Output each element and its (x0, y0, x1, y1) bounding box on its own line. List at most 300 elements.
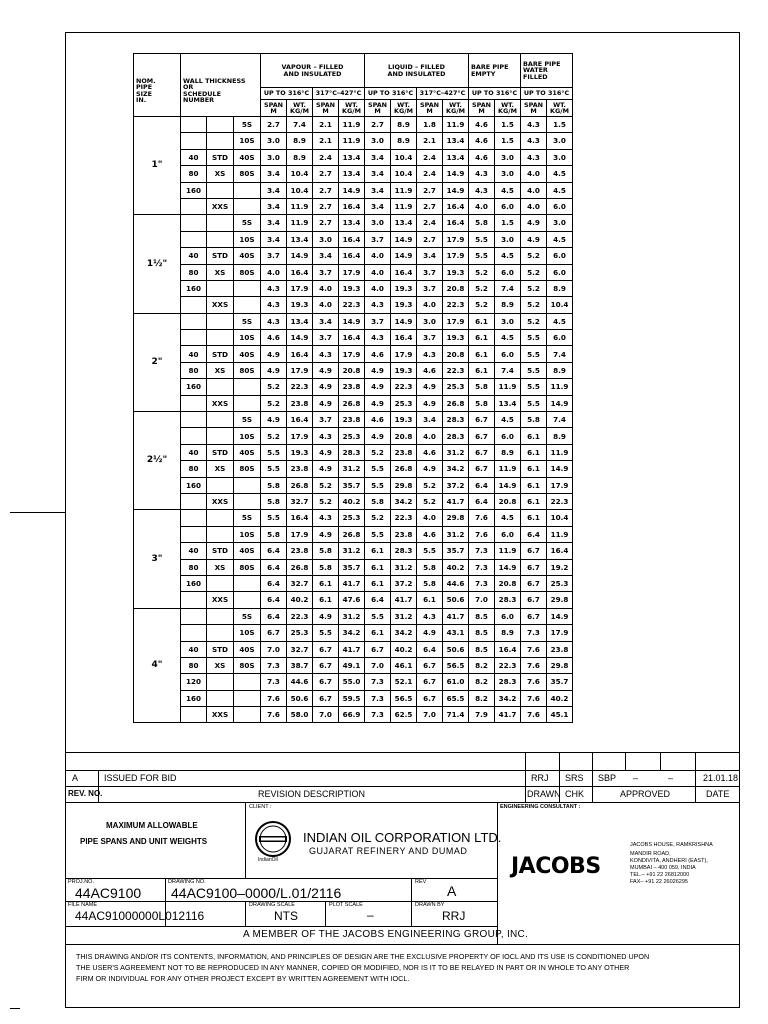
value-cell: 17.9 (547, 625, 573, 641)
value-cell: 19.3 (287, 444, 313, 460)
value-cell: 4.0 (521, 166, 547, 182)
value-cell: 5.2 (521, 297, 547, 313)
value-cell: 14.9 (287, 330, 313, 346)
pipe-size-cell: 4" (134, 608, 181, 723)
value-cell: 28.3 (391, 543, 417, 559)
schedule-cell: STD (207, 346, 234, 362)
value-cell: 5.8 (313, 559, 339, 575)
pipe-size-cell: 2½" (134, 412, 181, 510)
drawing-title-line-1: MAXIMUM ALLOWABLE (106, 821, 198, 830)
value-cell: 4.3 (261, 313, 287, 329)
schedule-cell: 80S (234, 461, 261, 477)
value-cell: 13.4 (339, 166, 365, 182)
value-cell: 6.0 (547, 330, 573, 346)
value-cell: 2.4 (417, 149, 443, 165)
temp-header: 317°C–427°C (313, 88, 365, 100)
value-cell: 6.1 (521, 510, 547, 526)
value-cell: 4.9 (365, 362, 391, 378)
value-cell: 7.6 (469, 526, 495, 542)
value-cell: 19.3 (443, 264, 469, 280)
schedule-cell (181, 526, 207, 542)
value-cell: 6.1 (521, 493, 547, 509)
value-cell: 20.8 (339, 362, 365, 378)
value-cell: 5.2 (521, 313, 547, 329)
value-cell: 7.6 (261, 707, 287, 723)
value-cell: 6.4 (261, 543, 287, 559)
value-cell: 4.0 (521, 198, 547, 214)
table-row (134, 231, 573, 247)
value-cell: 26.8 (391, 461, 417, 477)
value-cell: 25.3 (391, 395, 417, 411)
value-cell: 4.3 (417, 346, 443, 362)
value-cell: 29.8 (391, 477, 417, 493)
schedule-cell (207, 477, 234, 493)
value-cell: 4.5 (547, 231, 573, 247)
pipe-size-cell: 1½" (134, 215, 181, 313)
schedule-cell (181, 608, 207, 624)
value-cell: 7.6 (521, 707, 547, 723)
schedule-cell (207, 575, 234, 591)
value-cell: 11.9 (391, 182, 417, 198)
table-row (134, 477, 573, 493)
value-cell: 37.2 (443, 477, 469, 493)
wall-thickness-header: WALL THICKNESS OR SCHEDULE NUMBER (181, 54, 261, 117)
schedule-cell (207, 608, 234, 624)
table-row (134, 592, 573, 608)
schedule-cell (234, 592, 261, 608)
value-cell: 10.4 (287, 166, 313, 182)
value-cell: 5.2 (521, 264, 547, 280)
value-cell: 7.4 (495, 362, 521, 378)
value-cell: 8.9 (495, 444, 521, 460)
schedule-cell (234, 297, 261, 313)
value-cell: 14.9 (495, 477, 521, 493)
client-label: CLIENT : (249, 804, 272, 810)
value-cell: 8.9 (547, 362, 573, 378)
schedule-cell: 40 (181, 248, 207, 264)
value-cell: 20.8 (443, 280, 469, 296)
schedule-cell: 40S (234, 346, 261, 362)
value-cell: 4.5 (495, 510, 521, 526)
value-cell: 3.0 (495, 313, 521, 329)
value-cell: 59.5 (339, 690, 365, 706)
value-cell: 3.0 (495, 166, 521, 182)
value-cell: 34.2 (495, 690, 521, 706)
value-cell: 16.4 (339, 330, 365, 346)
value-cell: 22.3 (547, 493, 573, 509)
value-cell: 8.9 (547, 428, 573, 444)
value-cell: 65.5 (443, 690, 469, 706)
value-cell: 7.4 (287, 117, 313, 133)
value-cell: 3.0 (261, 149, 287, 165)
value-cell: 58.0 (287, 707, 313, 723)
table-row (134, 248, 573, 264)
pipe-span-table (133, 53, 573, 723)
value-cell: 4.6 (417, 362, 443, 378)
bare-water-header: BARE PIPE WATER FILLED (521, 54, 573, 88)
wt-unit-header: WT. KG/M (547, 100, 573, 117)
value-cell: 2.1 (313, 117, 339, 133)
value-cell: 6.1 (365, 575, 391, 591)
table-row (134, 526, 573, 542)
value-cell: 22.3 (443, 362, 469, 378)
value-cell: 19.3 (391, 412, 417, 428)
value-cell: 11.9 (547, 379, 573, 395)
value-cell: 6.4 (365, 592, 391, 608)
value-cell: 40.2 (287, 592, 313, 608)
value-cell: 8.5 (469, 625, 495, 641)
chk-header: CHK (565, 789, 585, 799)
value-cell: 17.9 (287, 362, 313, 378)
schedule-cell: STD (207, 641, 234, 657)
value-cell: 62.5 (391, 707, 417, 723)
value-cell: 4.9 (261, 346, 287, 362)
schedule-cell (234, 477, 261, 493)
value-cell: 6.7 (469, 461, 495, 477)
value-cell: 4.3 (417, 608, 443, 624)
value-cell: 4.9 (313, 379, 339, 395)
value-cell: 19.3 (391, 362, 417, 378)
revision-approved-1: SBP (598, 773, 617, 783)
schedule-cell: 10S (234, 133, 261, 149)
schedule-cell: 160 (181, 477, 207, 493)
value-cell: 6.4 (469, 477, 495, 493)
table-row (134, 690, 573, 706)
proj-no: 44AC9100 (75, 885, 142, 901)
value-cell: 6.0 (547, 248, 573, 264)
table-row (134, 543, 573, 559)
schedule-cell: 80 (181, 559, 207, 575)
value-cell: 14.9 (547, 608, 573, 624)
value-cell: 40.2 (547, 690, 573, 706)
value-cell: 14.9 (339, 182, 365, 198)
value-cell: 6.1 (469, 346, 495, 362)
schedule-cell (207, 182, 234, 198)
value-cell: 40.2 (443, 559, 469, 575)
value-cell: 10.4 (547, 297, 573, 313)
value-cell: 16.4 (547, 543, 573, 559)
value-cell: 7.0 (469, 592, 495, 608)
value-cell: 25.3 (443, 379, 469, 395)
value-cell: 3.4 (313, 248, 339, 264)
value-cell: 28.3 (495, 592, 521, 608)
value-cell: 2.1 (417, 133, 443, 149)
value-cell: 4.5 (547, 313, 573, 329)
pipe-size-cell: 2" (134, 313, 181, 411)
value-cell: 6.0 (495, 198, 521, 214)
value-cell: 6.7 (417, 657, 443, 673)
value-cell: 7.3 (365, 707, 391, 723)
value-cell: 26.8 (443, 395, 469, 411)
table-row (134, 198, 573, 214)
value-cell: 7.3 (521, 625, 547, 641)
revision-checked: SRS (565, 773, 584, 783)
approved-header: APPROVED (620, 789, 671, 799)
value-cell: 6.0 (547, 264, 573, 280)
table-row (134, 493, 573, 509)
border-tick-mark (10, 1008, 20, 1009)
value-cell: 5.8 (365, 493, 391, 509)
value-cell: 3.0 (417, 313, 443, 329)
value-cell: 4.6 (469, 133, 495, 149)
value-cell: 10.4 (287, 182, 313, 198)
table-row (134, 657, 573, 673)
value-cell: 5.2 (261, 428, 287, 444)
value-cell: 6.0 (495, 608, 521, 624)
span-unit-header: SPAN M (313, 100, 339, 117)
value-cell: 4.6 (469, 149, 495, 165)
schedule-cell (207, 117, 234, 133)
value-cell: 6.0 (547, 198, 573, 214)
value-cell: 6.1 (365, 625, 391, 641)
schedule-cell: XXS (207, 395, 234, 411)
value-cell: 3.4 (313, 313, 339, 329)
value-cell: 7.6 (521, 674, 547, 690)
value-cell: 16.4 (339, 248, 365, 264)
schedule-cell (207, 379, 234, 395)
pipe-size-cell: 3" (134, 510, 181, 608)
jacobs-logo: JACOBS (511, 854, 601, 879)
value-cell: 41.7 (391, 592, 417, 608)
value-cell: 2.7 (365, 117, 391, 133)
value-cell: 11.9 (495, 461, 521, 477)
value-cell: 19.2 (547, 559, 573, 575)
value-cell: 6.7 (469, 428, 495, 444)
value-cell: 29.8 (443, 510, 469, 526)
revision-description-header: REVISION DESCRIPTION (258, 789, 366, 799)
value-cell: 28.3 (339, 444, 365, 460)
value-cell: 5.8 (417, 559, 443, 575)
schedule-cell (181, 133, 207, 149)
value-cell: 3.0 (547, 149, 573, 165)
value-cell: 22.3 (443, 297, 469, 313)
value-cell: 1.5 (495, 215, 521, 231)
client-subtitle: GUJARAT REFINERY AND DUMAD (309, 846, 468, 856)
schedule-cell: 40 (181, 444, 207, 460)
value-cell: 16.4 (495, 641, 521, 657)
revision-description: ISSUED FOR BID (104, 773, 177, 783)
drawing-scale-label: DRAWING SCALE (249, 902, 295, 908)
value-cell: 6.7 (469, 412, 495, 428)
value-cell: 28.3 (443, 428, 469, 444)
value-cell: 4.6 (469, 117, 495, 133)
table-row (134, 428, 573, 444)
schedule-cell (234, 395, 261, 411)
schedule-cell: 160 (181, 182, 207, 198)
value-cell: 38.7 (287, 657, 313, 673)
schedule-cell: 10S (234, 330, 261, 346)
value-cell: 5.8 (261, 526, 287, 542)
value-cell: 11.9 (339, 117, 365, 133)
value-cell: 5.5 (469, 231, 495, 247)
value-cell: 5.2 (521, 280, 547, 296)
span-unit-header: SPAN M (417, 100, 443, 117)
span-unit-header: SPAN M (469, 100, 495, 117)
value-cell: 11.9 (287, 215, 313, 231)
value-cell: 5.8 (261, 493, 287, 509)
value-cell: 3.0 (495, 149, 521, 165)
value-cell: 16.4 (391, 330, 417, 346)
value-cell: 5.5 (261, 510, 287, 526)
value-cell: 13.4 (339, 215, 365, 231)
value-cell: 4.6 (365, 412, 391, 428)
value-cell: 5.2 (313, 477, 339, 493)
value-cell: 20.8 (495, 575, 521, 591)
value-cell: 4.0 (469, 198, 495, 214)
value-cell: 4.5 (495, 248, 521, 264)
value-cell: 17.9 (287, 526, 313, 542)
bare-empty-header: BARE PIPE EMPTY (469, 54, 521, 88)
value-cell: 6.7 (521, 543, 547, 559)
schedule-cell (234, 690, 261, 706)
proj-no-label: PROJ.NO. (68, 879, 94, 885)
value-cell: 4.6 (261, 330, 287, 346)
file-name: 44AC91000000L012116 (75, 909, 205, 923)
value-cell: 4.9 (417, 395, 443, 411)
table-row (134, 264, 573, 280)
table-row (134, 362, 573, 378)
value-cell: 25.3 (339, 428, 365, 444)
value-cell: 4.9 (417, 625, 443, 641)
schedule-cell (181, 117, 207, 133)
value-cell: 41.7 (443, 608, 469, 624)
value-cell: 5.5 (521, 395, 547, 411)
value-cell: 7.6 (521, 690, 547, 706)
value-cell: 1.8 (417, 117, 443, 133)
value-cell: 6.1 (469, 313, 495, 329)
value-cell: 4.3 (261, 297, 287, 313)
value-cell: 32.7 (287, 641, 313, 657)
value-cell: 7.6 (521, 657, 547, 673)
value-cell: 5.2 (261, 379, 287, 395)
value-cell: 31.2 (339, 608, 365, 624)
schedule-cell: 40S (234, 444, 261, 460)
value-cell: 5.8 (469, 215, 495, 231)
value-cell: 11.9 (495, 379, 521, 395)
value-cell: 3.0 (547, 215, 573, 231)
value-cell: 4.3 (469, 166, 495, 182)
value-cell: 2.7 (313, 166, 339, 182)
schedule-cell: 40S (234, 641, 261, 657)
revision-approved-3: – (668, 773, 674, 783)
value-cell: 14.9 (287, 248, 313, 264)
value-cell: 14.9 (391, 248, 417, 264)
schedule-cell (181, 510, 207, 526)
value-cell: 23.8 (339, 379, 365, 395)
value-cell: 2.7 (417, 198, 443, 214)
value-cell: 4.9 (313, 461, 339, 477)
schedule-cell (234, 379, 261, 395)
value-cell: 5.2 (469, 297, 495, 313)
value-cell: 4.3 (521, 133, 547, 149)
table-row (134, 330, 573, 346)
value-cell: 5.5 (521, 362, 547, 378)
wt-unit-header: WT. KG/M (495, 100, 521, 117)
value-cell: 3.7 (313, 330, 339, 346)
schedule-cell: 80 (181, 461, 207, 477)
value-cell: 13.4 (495, 395, 521, 411)
value-cell: 6.1 (469, 330, 495, 346)
schedule-cell (181, 707, 207, 723)
value-cell: 28.3 (495, 674, 521, 690)
value-cell: 6.0 (495, 526, 521, 542)
value-cell: 7.0 (365, 657, 391, 673)
value-cell: 6.7 (417, 690, 443, 706)
value-cell: 2.7 (261, 117, 287, 133)
value-cell: 6.1 (521, 428, 547, 444)
value-cell: 35.7 (547, 674, 573, 690)
value-cell: 4.9 (313, 608, 339, 624)
schedule-cell (207, 526, 234, 542)
value-cell: 7.9 (469, 707, 495, 723)
value-cell: 13.4 (443, 133, 469, 149)
value-cell: 4.0 (365, 248, 391, 264)
value-cell: 7.6 (469, 510, 495, 526)
table-row (134, 641, 573, 657)
value-cell: 1.5 (495, 117, 521, 133)
value-cell: 22.3 (495, 657, 521, 673)
value-cell: 3.4 (417, 248, 443, 264)
value-cell: 5.8 (521, 412, 547, 428)
schedule-cell (207, 313, 234, 329)
table-row (134, 313, 573, 329)
value-cell: 4.6 (417, 526, 443, 542)
rev-label: REV (415, 879, 427, 885)
value-cell: 31.2 (339, 461, 365, 477)
value-cell: 3.4 (261, 166, 287, 182)
value-cell: 35.7 (339, 477, 365, 493)
schedule-cell (181, 428, 207, 444)
schedule-cell: 10S (234, 625, 261, 641)
schedule-cell (207, 215, 234, 231)
value-cell: 5.8 (469, 379, 495, 395)
span-unit-header: SPAN M (261, 100, 287, 117)
value-cell: 16.4 (339, 231, 365, 247)
border-tick-mark (10, 512, 65, 513)
schedule-cell (234, 707, 261, 723)
table-row (134, 625, 573, 641)
value-cell: 3.7 (261, 248, 287, 264)
value-cell: 6.7 (469, 444, 495, 460)
value-cell: 4.9 (313, 362, 339, 378)
value-cell: 6.7 (313, 674, 339, 690)
schedule-cell: 80S (234, 657, 261, 673)
table-row (134, 559, 573, 575)
member-statement: A MEMBER OF THE JACOBS ENGINEERING GROUP, INC. (243, 929, 529, 940)
schedule-cell (181, 198, 207, 214)
value-cell: 17.9 (287, 428, 313, 444)
value-cell: 16.4 (339, 198, 365, 214)
schedule-cell (181, 215, 207, 231)
schedule-cell (234, 280, 261, 296)
wt-unit-header: WT. KG/M (287, 100, 313, 117)
value-cell: 11.9 (547, 444, 573, 460)
vapour-filled-header: VAPOUR – FILLED AND INSULATED (261, 54, 365, 88)
value-cell: 4.3 (521, 149, 547, 165)
value-cell: 7.0 (261, 641, 287, 657)
schedule-cell: XS (207, 264, 234, 280)
schedule-cell: 80 (181, 362, 207, 378)
value-cell: 3.4 (261, 215, 287, 231)
table-row (134, 149, 573, 165)
value-cell: 25.3 (287, 625, 313, 641)
value-cell: 6.0 (495, 264, 521, 280)
value-cell: 56.5 (391, 690, 417, 706)
wt-unit-header: WT. KG/M (391, 100, 417, 117)
value-cell: 5.5 (521, 379, 547, 395)
value-cell: 3.7 (313, 412, 339, 428)
wt-unit-header: WT. KG/M (339, 100, 365, 117)
